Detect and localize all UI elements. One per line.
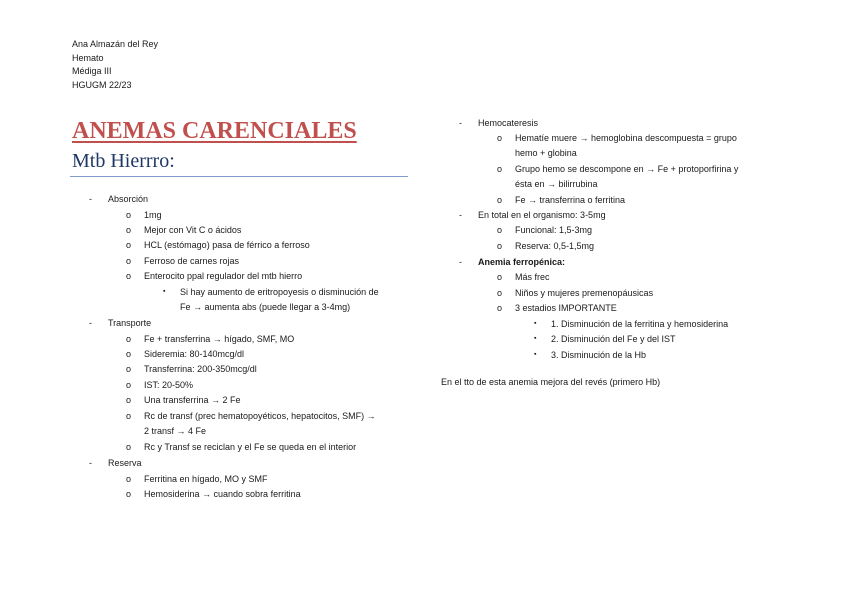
- dash-bullet: -: [89, 318, 92, 328]
- circle-bullet: o: [126, 271, 132, 281]
- author-name: Ana Almazán del Rey: [72, 39, 159, 49]
- list-item: Reserva: 0,5-1,5mg: [515, 241, 595, 251]
- square-bullet: ▪: [534, 320, 537, 327]
- list-item: Ferroso de carnes rojas: [144, 256, 240, 266]
- section-reserva: Reserva: [108, 458, 142, 468]
- circle-bullet: o: [126, 411, 132, 421]
- page-subtitle: Mtb Hierrro:: [72, 150, 175, 172]
- list-item-continued: ésta en → bilirrubina: [515, 179, 598, 189]
- list-item: HCL (estómago) pasa de férrico a ferroso: [144, 240, 310, 250]
- circle-bullet: o: [126, 364, 132, 374]
- sub-list-item: Si hay aumento de eritropoyesis o disminución de: [180, 287, 379, 297]
- square-bullet: ▪: [534, 351, 537, 358]
- circle-bullet: o: [497, 225, 503, 235]
- dash-bullet: -: [89, 194, 92, 204]
- circle-bullet: o: [497, 133, 503, 143]
- circle-bullet: o: [497, 288, 503, 298]
- section-absorcion: Absorción: [108, 194, 149, 204]
- circle-bullet: o: [126, 210, 132, 220]
- list-item: Hemosiderina → cuando sobra ferritina: [144, 489, 301, 499]
- list-item-continued: 2 transf → 4 Fe: [144, 426, 207, 436]
- subject-name: Hemato: [72, 52, 104, 63]
- circle-bullet: o: [497, 272, 503, 282]
- circle-bullet: o: [126, 349, 132, 359]
- list-item: Grupo hemo se descompone en → Fe + protoporfirina y: [515, 164, 739, 174]
- circle-bullet: o: [497, 241, 503, 251]
- list-item: Una transferrina → 2 Fe: [144, 395, 241, 405]
- dash-bullet: -: [459, 257, 462, 267]
- circle-bullet: o: [497, 195, 503, 205]
- dash-bullet: -: [459, 118, 462, 128]
- circle-bullet: o: [497, 164, 503, 174]
- section-anemia-ferropenica: Anemia ferropénica:: [478, 257, 566, 267]
- list-item: Transferrina: 200-350mcg/dl: [144, 364, 257, 374]
- square-bullet: ▪: [163, 288, 166, 295]
- document-header: [72, 38, 158, 92]
- title-divider: [70, 176, 408, 177]
- section-transporte: Transporte: [108, 318, 152, 328]
- list-item: Mejor con Vit C o ácidos: [144, 225, 242, 235]
- circle-bullet: o: [126, 395, 132, 405]
- list-item: Sideremia: 80-140mcg/dl: [144, 349, 245, 359]
- square-bullet: ▪: [534, 335, 537, 342]
- dash-bullet: -: [459, 210, 462, 220]
- page-title: ANEMAS CARENCIALES: [72, 118, 357, 144]
- circle-bullet: o: [126, 474, 132, 484]
- list-item: Hematíe muere → hemoglobina descompuesta = grupo: [515, 133, 737, 143]
- circle-bullet: o: [126, 240, 132, 250]
- sub-list-item: 2. Disminución del Fe y del IST: [551, 334, 676, 344]
- circle-bullet: o: [126, 256, 132, 266]
- sub-list-item: 3. Disminución de la Hb: [551, 350, 647, 360]
- dash-bullet: -: [89, 458, 92, 468]
- list-item: Fe + transferrina → hígado, SMF, MO: [144, 334, 295, 344]
- sub-list-item-continued: Fe → aumenta abs (puede llegar a 3-4mg): [180, 302, 351, 312]
- list-item: Ferritina en hígado, MO y SMF: [144, 474, 268, 484]
- circle-bullet: o: [497, 303, 503, 313]
- list-item: IST: 20-50%: [144, 380, 194, 390]
- list-item: 3 estadios IMPORTANTE: [515, 303, 617, 313]
- group-name: HGUGM 22/23: [72, 79, 132, 90]
- list-item: 1mg: [144, 210, 162, 220]
- list-item: Funcional: 1,5-3mg: [515, 225, 593, 235]
- list-item: Rc de transf (prec hematopoyéticos, hepatocitos, SMF) →: [144, 411, 376, 421]
- list-item: Rc y Transf se reciclan y el Fe se queda en el interior: [144, 442, 357, 452]
- circle-bullet: o: [126, 225, 132, 235]
- circle-bullet: o: [126, 442, 132, 452]
- sub-list-item: 1. Disminución de la ferritina y hemosiderina: [551, 319, 729, 329]
- course-name: Médiga III: [72, 66, 112, 76]
- circle-bullet: o: [126, 380, 132, 390]
- list-item: Niños y mujeres premenopáusicas: [515, 288, 654, 298]
- section-total: En total en el organismo: 3-5mg: [478, 210, 606, 220]
- closing-note: En el tto de esta anemia mejora del revés (primero Hb): [441, 377, 661, 387]
- list-item: Fe → transferrina o ferritina: [515, 195, 626, 205]
- section-hemocateresis: Hemocateresis: [478, 118, 539, 128]
- list-item: Más frec: [515, 272, 550, 282]
- circle-bullet: o: [126, 334, 132, 344]
- list-item: Enterocito ppal regulador del mtb hierro: [144, 271, 303, 281]
- circle-bullet: o: [126, 489, 132, 499]
- list-item-continued: hemo + globina: [515, 148, 577, 158]
